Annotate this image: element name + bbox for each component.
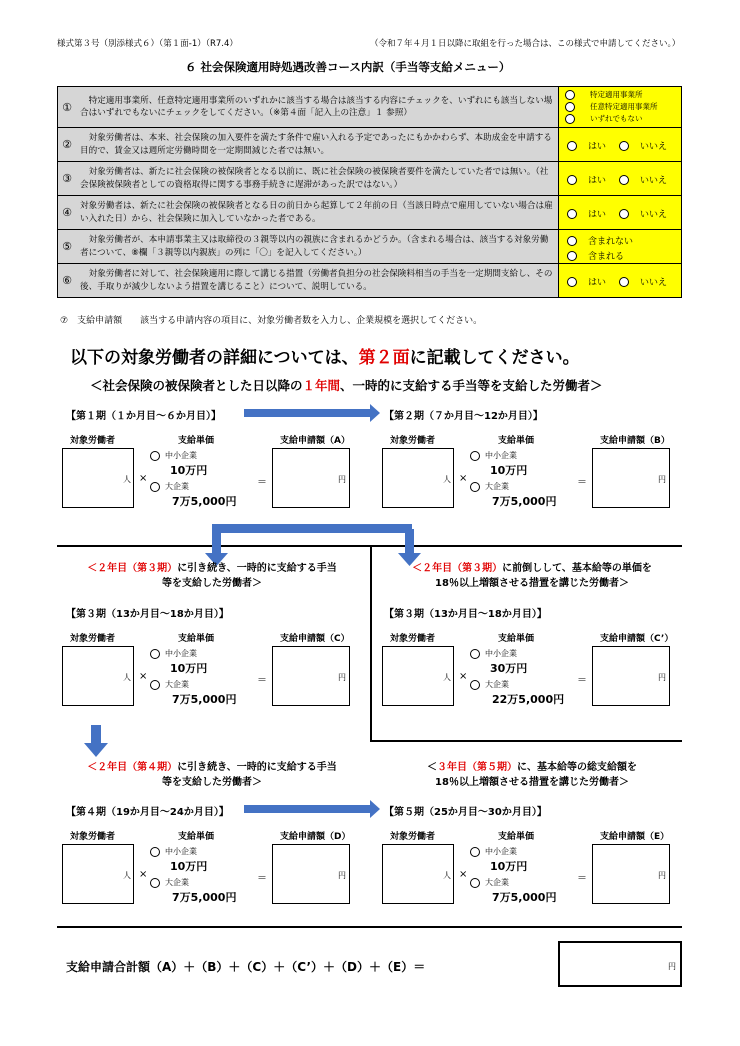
radio-icon (619, 141, 629, 151)
times-sign: × (459, 473, 468, 484)
unit-price-label: 支給単価 (498, 832, 535, 842)
large-option[interactable]: 大企業 (470, 679, 509, 690)
worker-count-field[interactable] (62, 844, 134, 904)
person-unit: 人 (443, 673, 451, 682)
divider (370, 740, 682, 742)
option-voluntary[interactable]: 任意特定適用事業所 (565, 101, 658, 112)
row-text: 特定適用事業所、任意特定適用事業所のいずれかに該当する場合は該当する内容にチェックを、いずれにも該当しない場合はいずれでもないにチェックをしてください。（※第４面「記入上の注意」１ 参照） (76, 87, 559, 127)
radio-icon (150, 847, 160, 857)
row-text: 対象労働者が、本申請事業主又は取締役の３親等以内の親族に含まれるかどうか。（含まれる場合は、該当する対象労働者について、⑧欄「３親等以内親族」の列に「〇」を記入してください。） (76, 230, 559, 263)
radio-icon (470, 878, 480, 888)
checklist-row (58, 161, 681, 195)
row-number: ⑤ (58, 230, 77, 263)
right-arrow-icon (244, 799, 380, 819)
unit-price-label: 支給単価 (178, 634, 215, 644)
checklist-row (58, 127, 681, 161)
person-unit: 人 (443, 871, 451, 880)
row-text: 対象労働者は、本来、社会保険の加入要件を満たす条件で雇い入れる予定であったにもかかわらず、本助成金を申請する目的で、賃金又は週所定労働時間を一定期間減じた者では無い。 (76, 128, 559, 161)
radio-icon (567, 277, 577, 287)
unit-price-label: 支給単価 (498, 436, 535, 446)
yen-unit: 円 (658, 673, 666, 682)
amount-field[interactable] (592, 448, 670, 508)
checklist-row (58, 229, 681, 263)
yen-unit: 円 (338, 475, 346, 484)
worker-label: 対象労働者 (390, 832, 436, 842)
radio-icon (150, 482, 160, 492)
total-label: 支給申請合計額（A）＋（B）＋（C）＋（C’）＋（D）＋（E）＝ (66, 960, 426, 974)
sme-price: 10万円 (490, 464, 528, 477)
option-neither[interactable]: いずれでもない (565, 113, 643, 124)
divider (57, 926, 682, 928)
radio-icon (150, 680, 160, 690)
large-price: 22万5,000円 (492, 693, 565, 706)
option-no[interactable]: いいえ (619, 207, 667, 220)
worker-label: 対象労働者 (390, 436, 436, 446)
checklist-row (58, 263, 681, 297)
row-number: ② (58, 128, 77, 161)
worker-count-field[interactable] (382, 646, 454, 706)
equals-sign: ＝ (257, 477, 267, 488)
person-unit: 人 (123, 871, 131, 880)
sme-price: 10万円 (490, 860, 528, 873)
row-text: 対象労働者に対して、社会保険適用に際して講じる措置（労働者負担分の社会保険料相当の手当を一定期間支給し、その後、手取りが減少しないよう措置を講じること）について、説明している。 (76, 264, 559, 297)
large-price: 7万5,000円 (172, 693, 237, 706)
radio-icon (470, 451, 480, 461)
row-options (559, 128, 681, 161)
checklist-row (58, 87, 681, 127)
sme-price: 30万円 (490, 662, 528, 675)
worker-count-field[interactable] (62, 448, 134, 508)
unit-price-label: 支給単価 (178, 832, 215, 842)
large-price: 7万5,000円 (172, 891, 237, 904)
form-note: （令和７年４月１日以降に取組を行った場合は、この様式で申請してください。） (370, 39, 681, 49)
times-sign: × (139, 869, 148, 880)
sme-price: 10万円 (170, 464, 208, 477)
radio-icon (567, 236, 577, 246)
radio-icon (619, 209, 629, 219)
amount-label: 支給申請額（D） (280, 832, 351, 842)
unit-price-label: 支給単価 (498, 634, 535, 644)
caption-period4-continue: ＜２年目（第４期）に引き続き、一時的に支給する手当 等を支給した労働者＞ (87, 762, 337, 788)
large-price: 7万5,000円 (492, 495, 557, 508)
row-number: ④ (58, 196, 77, 229)
sme-price: 10万円 (170, 860, 208, 873)
large-option[interactable]: 大企業 (150, 877, 189, 888)
option-no[interactable]: いいえ (619, 139, 667, 152)
equals-sign: ＝ (577, 477, 587, 488)
total-amount-field[interactable] (558, 941, 682, 987)
equals-sign: ＝ (577, 675, 587, 686)
large-option[interactable]: 大企業 (150, 481, 189, 492)
right-arrow-icon (244, 403, 380, 423)
worker-label: 対象労働者 (70, 436, 116, 446)
sme-option[interactable]: 中小企業 (470, 846, 517, 857)
row-options (559, 87, 681, 127)
radio-icon (619, 175, 629, 185)
checklist-row (58, 195, 681, 229)
yen-unit: 円 (338, 871, 346, 880)
large-option[interactable]: 大企業 (150, 679, 189, 690)
row-number: ① (58, 87, 77, 127)
connector-bar (207, 524, 417, 534)
radio-icon (619, 277, 629, 287)
sme-option[interactable]: 中小企業 (150, 846, 197, 857)
caption-period5-raise: ＜３年目（第５期）に、基本給等の総支給額を 18％以上増額させる措置を講じた労働者＞ (427, 762, 637, 788)
radio-icon (150, 878, 160, 888)
amount-label: 支給申請額（B） (600, 436, 670, 446)
row-text: 対象労働者は、新たに社会保険の被保険者となる日の前日から起算して２年前の日（当該日時点で雇用していない場合は雇い入れた日）から、社会保険に加入していなかった者である。 (76, 196, 559, 229)
amount-field[interactable] (272, 448, 350, 508)
yen-unit: 円 (658, 871, 666, 880)
radio-icon (150, 649, 160, 659)
radio-icon (565, 114, 575, 124)
times-sign: × (459, 671, 468, 682)
amount-label: 支給申請額（C） (280, 634, 350, 644)
yen-unit: 円 (338, 673, 346, 682)
option-no[interactable]: いいえ (619, 173, 667, 186)
row-number: ③ (58, 162, 77, 195)
period-label: 【第５期（25か月目～30か月目）】 (384, 807, 547, 818)
radio-icon (150, 451, 160, 461)
times-sign: × (139, 671, 148, 682)
radio-icon (470, 680, 480, 690)
row-options (559, 264, 681, 297)
amount-field[interactable] (592, 646, 670, 706)
worker-label: 対象労働者 (390, 634, 436, 644)
period-label: 【第４期（19か月目～24か月目）】 (66, 807, 229, 818)
radio-icon (565, 102, 575, 112)
section-title: ６ 社会保険適用時処遇改善コース内訳（手当等支給メニュー） (185, 60, 511, 74)
option-yes[interactable]: はい (567, 173, 606, 186)
yen-unit: 円 (658, 475, 666, 484)
sub-heading: ＜社会保険の被保険者とした日以降の１年間、一時的に支給する手当等を支給した労働者＞ (90, 378, 603, 393)
equals-sign: ＝ (257, 675, 267, 686)
option-not-included[interactable]: 含まれない (567, 234, 633, 247)
period-label: 【第３期（13か月目～18か月目）】 (384, 609, 547, 620)
yen-unit: 円 (668, 962, 676, 971)
item7-instruction: ⑦ 支給申請額 該当する申請内容の項目に、対象労働者数を入力し、企業規模を選択してください。 (60, 316, 483, 326)
sme-option[interactable]: 中小企業 (150, 450, 197, 461)
radio-icon (470, 482, 480, 492)
worker-label: 対象労働者 (70, 634, 116, 644)
checklist-table (57, 86, 682, 298)
person-unit: 人 (123, 673, 131, 682)
period-label: 【第３期（13か月目～18か月目）】 (66, 609, 229, 620)
amount-field[interactable] (272, 844, 350, 904)
amount-field[interactable] (592, 844, 670, 904)
times-sign: × (459, 869, 468, 880)
large-price: 7万5,000円 (172, 495, 237, 508)
down-arrow-icon (84, 725, 108, 757)
worker-count-field[interactable] (382, 448, 454, 508)
option-yes[interactable]: はい (567, 139, 606, 152)
sme-option[interactable]: 中小企業 (470, 450, 517, 461)
sme-option[interactable]: 中小企業 (470, 648, 517, 659)
radio-icon (470, 847, 480, 857)
caption-period3-continue: ＜２年目（第３期）に引き続き、一時的に支給する手当 等を支給した労働者＞ (87, 563, 337, 589)
large-price: 7万5,000円 (492, 891, 557, 904)
option-specific[interactable]: 特定適用事業所 (565, 89, 643, 100)
amount-label: 支給申請額（E） (600, 832, 670, 842)
sme-price: 10万円 (170, 662, 208, 675)
person-unit: 人 (443, 475, 451, 484)
amount-field[interactable] (272, 646, 350, 706)
row-text: 対象労働者は、新たに社会保険の被保険者となる以前に、既に社会保険の被保険者要件を満たしていた者では無い。（社会保険被保険者としての資格取得に関する事務手続きに遅滞があった訳ではない。） (76, 162, 559, 195)
option-yes[interactable]: はい (567, 207, 606, 220)
equals-sign: ＝ (257, 873, 267, 884)
row-number: ⑥ (58, 264, 77, 297)
radio-icon (470, 649, 480, 659)
unit-price-label: 支給単価 (178, 436, 215, 446)
equals-sign: ＝ (577, 873, 587, 884)
period-label: 【第２期（７か月目～12か月目）】 (384, 411, 543, 422)
row-options (559, 162, 681, 195)
divider (370, 545, 372, 740)
form-id: 様式第３号（別添様式６）（第１面-1）（R7.4） (57, 39, 238, 49)
big-heading: 以下の対象労働者の詳細については、第２面に記載してください。 (70, 348, 580, 368)
row-options (559, 196, 681, 229)
worker-label: 対象労働者 (70, 832, 116, 842)
sme-option[interactable]: 中小企業 (150, 648, 197, 659)
option-no[interactable]: いいえ (619, 275, 667, 288)
radio-icon (567, 251, 577, 261)
large-option[interactable]: 大企業 (470, 877, 509, 888)
radio-icon (567, 141, 577, 151)
option-yes[interactable]: はい (567, 275, 606, 288)
option-included[interactable]: 含まれる (567, 249, 624, 262)
large-option[interactable]: 大企業 (470, 481, 509, 492)
period-label: 【第１期（１か月目～６か月目）】 (66, 411, 221, 422)
person-unit: 人 (123, 475, 131, 484)
caption-period3-raise: ＜２年目（第３期）に前倒しして、基本給等の単価を 18％以上増額させる措置を講じた労働者＞ (412, 563, 652, 589)
amount-label: 支給申請額（A） (280, 436, 350, 446)
row-options (559, 230, 681, 263)
worker-count-field[interactable] (382, 844, 454, 904)
radio-icon (565, 90, 575, 100)
times-sign: × (139, 473, 148, 484)
worker-count-field[interactable] (62, 646, 134, 706)
radio-icon (567, 175, 577, 185)
radio-icon (567, 209, 577, 219)
amount-label: 支給申請額（C’） (600, 634, 674, 644)
